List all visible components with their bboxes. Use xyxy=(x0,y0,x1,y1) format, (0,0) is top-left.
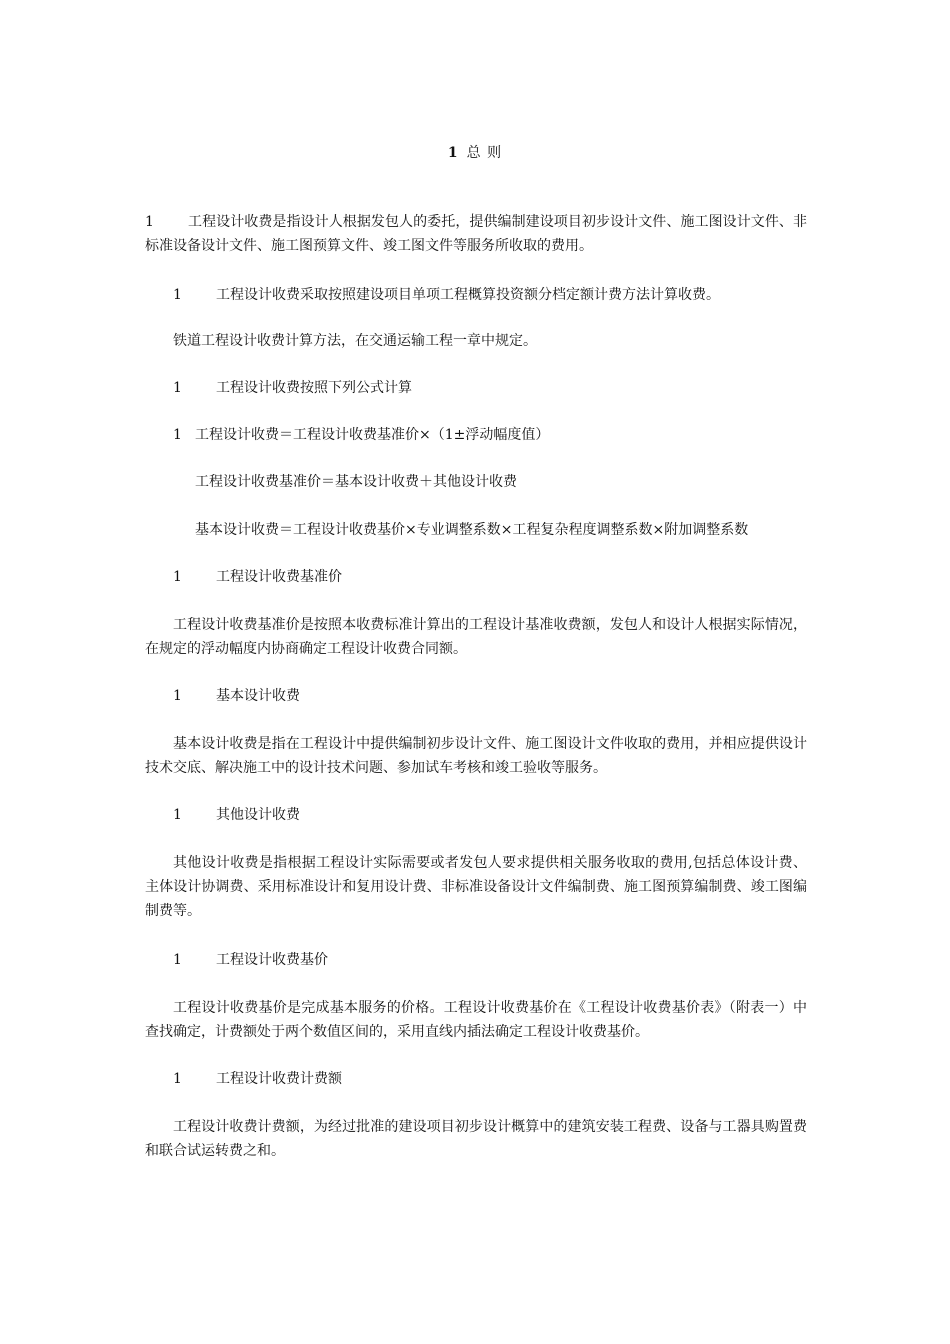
clause-heading: 其他设计收费 xyxy=(216,807,300,823)
clause-number: 1 xyxy=(173,688,182,704)
clause-heading: 基本设计收费 xyxy=(216,688,300,704)
formula-3: 基本设计收费＝工程设计收费基价×专业调整系数×工程复杂程度调整系数×附加调整系数 xyxy=(195,522,749,538)
clause-body: 其他设计收费是指根据工程设计实际需要或者发包人要求提供相关服务收取的费用,包括总体设计费、主体设计协调费、采用标准设计和复用设计费、非标准设备设计文件编制费、施工图预算编制费、竣工图编制费等。 xyxy=(145,855,807,919)
clause-number: 1 xyxy=(173,380,182,396)
clause-body: 基本设计收费是指在工程设计中提供编制初步设计文件、施工图设计文件收取的费用，并相应提供设计技术交底、解决施工中的设计技术问题、参加试车考核和竣工验收等服务。 xyxy=(145,736,807,776)
clause-heading: 工程设计收费计费额 xyxy=(216,1071,342,1087)
formula-2: 工程设计收费基准价＝基本设计收费＋其他设计收费 xyxy=(195,474,517,490)
clause-body: 工程设计收费计费额，为经过批准的建设项目初步设计概算中的建筑安装工程费、设备与工器具购置费和联合试运转费之和。 xyxy=(145,1119,807,1159)
chapter-title xyxy=(0,143,950,163)
clause-number: 1 xyxy=(173,952,182,968)
clause-number: 1 xyxy=(173,807,182,823)
note-text: 铁道工程设计收费计算方法，在交通运输工程一章中规定。 xyxy=(173,333,537,349)
clause-number: 1 xyxy=(173,569,182,585)
clause-heading: 工程设计收费基价 xyxy=(216,952,328,968)
formula-1: 工程设计收费＝工程设计收费基准价×（1±浮动幅度值） xyxy=(195,427,550,443)
clause-number: 1 xyxy=(145,214,154,230)
clause-text: 工程设计收费采取按照建设项目单项工程概算投资额分档定额计费方法计算收费。 xyxy=(216,287,720,303)
clause-number: 1 xyxy=(173,287,182,303)
clause-body: 工程设计收费基价是完成基本服务的价格。工程设计收费基价在《工程设计收费基价表》（附表一）中查找确定，计费额处于两个数值区间的，采用直线内插法确定工程设计收费基价。 xyxy=(145,1000,807,1040)
definition-paragraph: 工程设计收费是指设计人根据发包人的委托，提供编制建设项目初步设计文件、施工图设计文件、非标准设备设计文件、施工图预算文件、竣工图文件等服务所收取的费用。 xyxy=(145,214,807,254)
clause-heading: 工程设计收费基准价 xyxy=(216,569,342,585)
clause-text: 工程设计收费按照下列公式计算 xyxy=(216,380,412,396)
formula-number: 1 xyxy=(173,427,182,443)
chapter-title-text: 总 则 xyxy=(466,145,503,161)
chapter-number: 1 xyxy=(447,145,459,161)
clause-body: 工程设计收费基准价是按照本收费标准计算出的工程设计基准收费额，发包人和设计人根据实际情况，在规定的浮动幅度内协商确定工程设计收费合同额。 xyxy=(145,617,807,657)
clause-number: 1 xyxy=(173,1071,182,1087)
